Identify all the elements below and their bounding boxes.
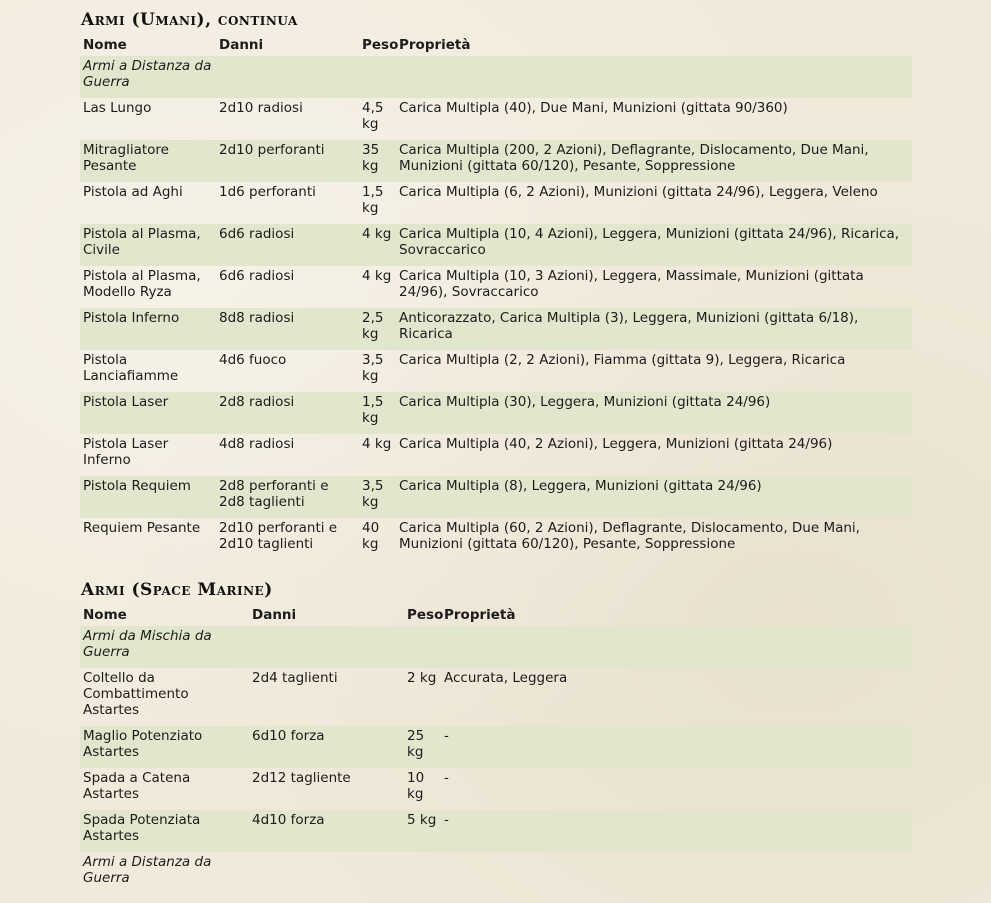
weapon-name: Coltello da Combattimento Astartes: [83, 670, 189, 718]
table-row: [80, 350, 912, 392]
weapon-weight: 3,5 kg: [359, 476, 396, 518]
weapon-name: Requiem Pesante: [83, 520, 201, 536]
weapon-damage: 8d8 radiosi: [216, 308, 359, 350]
weapon-properties: -: [441, 810, 912, 852]
table-row: [80, 308, 912, 350]
category-row: [80, 852, 912, 894]
header-weight: Peso: [362, 37, 399, 53]
table-row: [80, 266, 912, 308]
weapon-properties: Carica Multipla (60, 2 Azioni), Deflagrante, Dislocamento, Due Mani, Munizioni (gittata 60/120), Pesante, Soppressione: [399, 520, 860, 552]
weapon-name: Pistola Requiem: [80, 476, 216, 518]
weapon-weight: 2 kg: [407, 670, 437, 686]
weapon-weight: 40 kg: [362, 520, 380, 552]
header-damage: Danni: [252, 607, 297, 623]
table-row: [80, 182, 912, 224]
section-title: Armi (Umani), continua: [81, 10, 298, 30]
table-header-row: [80, 34, 912, 56]
weapon-properties: Carica Multipla (6, 2 Azioni), Munizioni (gittata 24/96), Leggera, Veleno: [399, 184, 878, 200]
weapon-damage: 2d10 perforanti e 2d10 taglienti: [219, 520, 338, 552]
weapon-name: Pistola Laser Inferno: [83, 436, 169, 468]
section-title: Armi (Space Marine): [81, 580, 273, 600]
weapon-name: Las Lungo: [83, 100, 152, 116]
weapons-space-marine-table: [80, 604, 912, 894]
weapon-damage: 6d6 radiosi: [219, 268, 295, 284]
weapon-weight: 1,5 kg: [359, 392, 396, 434]
weapon-damage: 2d12 tagliente: [252, 770, 351, 786]
table-row: [80, 224, 912, 266]
weapons-space-marine-section: [80, 580, 912, 894]
header-weight: Peso: [407, 607, 444, 623]
table-row: [80, 726, 912, 768]
weapon-properties: Carica Multipla (30), Leggera, Munizioni (gittata 24/96): [396, 392, 912, 434]
table-row: [80, 140, 912, 182]
header-properties: Proprietà: [444, 607, 516, 623]
weapon-name: Pistola ad Aghi: [83, 184, 183, 200]
table-header-row: [80, 604, 912, 626]
weapon-properties: Carica Multipla (40), Due Mani, Munizioni (gittata 90/360): [399, 100, 788, 116]
weapon-name: Pistola Laser: [80, 392, 216, 434]
weapon-weight: 4 kg: [362, 436, 392, 452]
header-properties: Proprietà: [399, 37, 471, 53]
weapon-damage: 2d8 radiosi: [216, 392, 359, 434]
weapon-damage: 2d4 taglienti: [252, 670, 338, 686]
weapon-properties: Carica Multipla (40, 2 Azioni), Leggera, Munizioni (gittata 24/96): [399, 436, 833, 452]
weapon-damage: 2d10 perforanti: [216, 140, 359, 182]
table-row: [80, 434, 912, 476]
category-label: Armi a Distanza da Guerra: [80, 56, 216, 98]
category-row: [80, 626, 912, 668]
table-row: [80, 668, 912, 726]
weapon-name: Pistola al Plasma, Civile: [80, 224, 216, 266]
weapon-name: Maglio Potenziato Astartes: [80, 726, 249, 768]
category-row: [80, 56, 912, 98]
weapon-properties: Carica Multipla (10, 4 Azioni), Leggera, Munizioni (gittata 24/96), Ricarica, Sovraccarico: [396, 224, 912, 266]
weapon-properties: Anticorazzato, Carica Multipla (3), Leggera, Munizioni (gittata 6/18), Ricarica: [396, 308, 912, 350]
category-label: Armi a Distanza da Guerra: [83, 854, 212, 886]
weapon-name: Pistola Lanciafiamme: [83, 352, 179, 384]
weapon-damage: 4d10 forza: [249, 810, 404, 852]
weapon-name: Pistola Inferno: [80, 308, 216, 350]
weapons-humans-section: [80, 10, 912, 560]
weapon-weight: 3,5 kg: [362, 352, 384, 384]
weapon-weight: 5 kg: [404, 810, 441, 852]
weapon-damage: 2d10 radiosi: [219, 100, 303, 116]
table-row: [80, 98, 912, 140]
weapon-damage: 1d6 perforanti: [219, 184, 316, 200]
weapon-weight: 4 kg: [362, 268, 392, 284]
header-name: Nome: [83, 37, 127, 53]
weapon-properties: Carica Multipla (200, 2 Azioni), Deflagrante, Dislocamento, Due Mani, Munizioni (gittata 60/120), Pesante, Soppressione: [396, 140, 912, 182]
weapons-humans-table: [80, 34, 912, 560]
weapon-weight: 2,5 kg: [359, 308, 396, 350]
weapon-properties: Carica Multipla (8), Leggera, Munizioni (gittata 24/96): [396, 476, 912, 518]
weapon-weight: 25 kg: [404, 726, 441, 768]
weapon-weight: 35 kg: [359, 140, 396, 182]
weapon-damage: 6d10 forza: [249, 726, 404, 768]
weapon-properties: -: [441, 726, 912, 768]
weapon-weight: 10 kg: [407, 770, 425, 802]
weapon-properties: Carica Multipla (2, 2 Azioni), Fiamma (gittata 9), Leggera, Ricarica: [399, 352, 846, 368]
table-row: [80, 392, 912, 434]
weapon-damage: 2d8 perforanti e 2d8 taglienti: [216, 476, 359, 518]
weapon-weight: 4 kg: [359, 224, 396, 266]
table-row: [80, 768, 912, 810]
table-row: [80, 476, 912, 518]
header-damage: Danni: [219, 37, 264, 53]
category-label: Armi da Mischia da Guerra: [80, 626, 249, 668]
table-row: [80, 518, 912, 560]
weapon-weight: 1,5 kg: [362, 184, 384, 216]
weapon-name: Pistola al Plasma, Modello Ryza: [83, 268, 201, 300]
weapon-damage: 6d6 radiosi: [216, 224, 359, 266]
weapon-name: Spada a Catena Astartes: [83, 770, 191, 802]
weapon-name: Spada Potenziata Astartes: [80, 810, 249, 852]
weapon-damage: 4d6 fuoco: [219, 352, 287, 368]
weapon-damage: 4d8 radiosi: [219, 436, 295, 452]
weapon-properties: Carica Multipla (10, 3 Azioni), Leggera, Massimale, Munizioni (gittata 24/96), Sovraccarico: [399, 268, 864, 300]
weapon-weight: 4,5 kg: [362, 100, 384, 132]
table-row: [80, 810, 912, 852]
weapon-properties: -: [444, 770, 449, 786]
weapon-properties: Accurata, Leggera: [444, 670, 568, 686]
header-name: Nome: [83, 607, 127, 623]
weapon-name: Mitragliatore Pesante: [80, 140, 216, 182]
